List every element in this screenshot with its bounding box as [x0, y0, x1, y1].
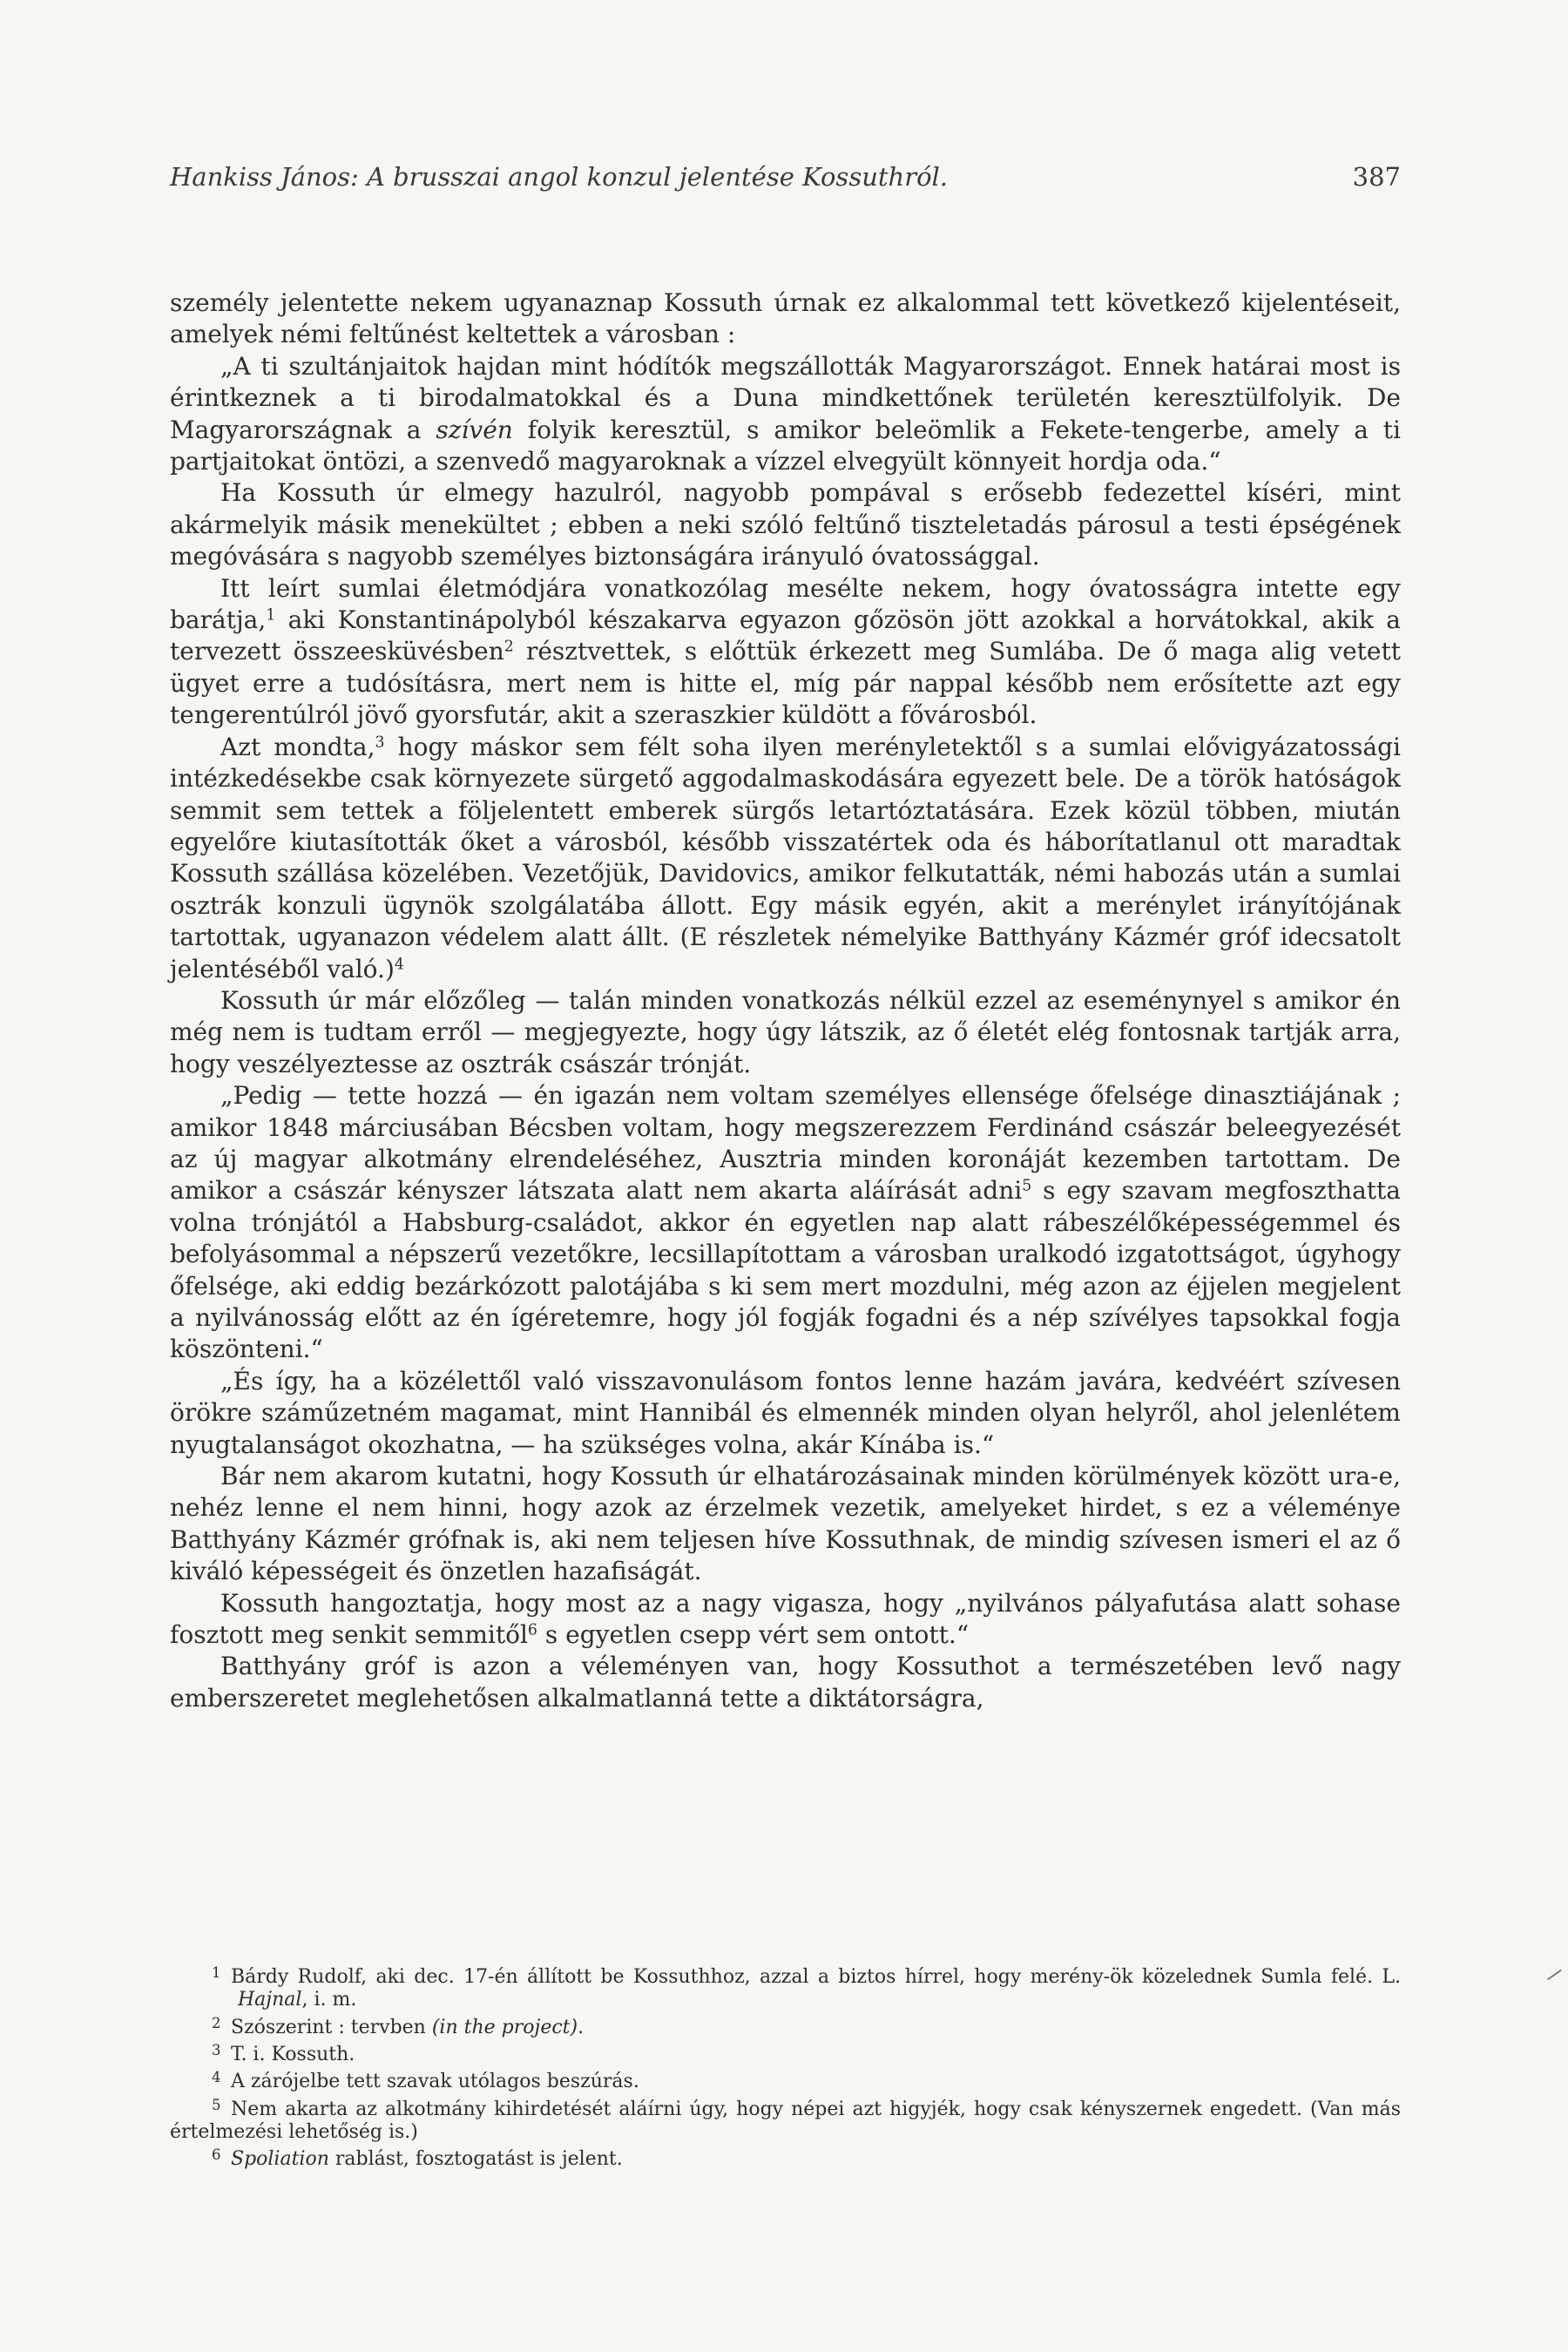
text-run: „Pedig — tette hozzá — én igazán nem voltam személyes ellensége őfelsége dinasztiájának ; amikor 1848 márciusában Bécsben voltam, hogy megszerezzem Ferdinánd császár beleegyezését az új magyar alkotmány elrendeléséhez, Ausztria minden koronáját kezemben tartottam. De amikor a császár kényszer látszata alatt nem akarta aláírását adni: [170, 1081, 1401, 1206]
paragraph: [170, 573, 1401, 732]
footnote: [170, 2144, 1401, 2171]
text-run: Batthyány gróf is azon a véleményen van, hogy Kossuthot a természetében levő nagy emberszeretet meglehetősen alkalmatlanná tette a diktátorságra,: [170, 1652, 1401, 1713]
footnote: [170, 2039, 1401, 2066]
footnote: [170, 1962, 1401, 2012]
text-run: s egyetlen csepp vért sem ontott.“: [537, 1620, 970, 1650]
italic-text: Hajnal: [238, 1989, 302, 2011]
paragraph: [170, 1588, 1401, 1652]
text-run: Kossuth úr már előzőleg — talán minden vonatkozás nélkül ezzel az eseménynyel s amikor én még nem is tudtam erről — megjegyezte, hogy úgy látszik, az ő életét elég fontosnak tartják arra, hogy veszélyeztesse az osztrák császár trónját.: [170, 985, 1401, 1078]
footnote-reference: 6: [527, 1621, 537, 1639]
text-run: s egy szavam megfoszthatta volna trónjától a Habsburg-családot, akkor én egyetlen nap alatt rábeszélőképességemmel és befolyásommal a népszerű vezetőkre, lecsillapítottam a városban uralkodó izgatottságot, úgyhogy őfelsége, aki eddig bezárkózott palotájába s ki sem mert mozdulni, még azon az éjjelen megjelent a nyilvánosság előtt az én ígéretemre, hogy jól fogják fogadni és a nép szívélyes tapsokkal fogja köszönteni.“: [170, 1176, 1401, 1364]
footnote-number: 1: [212, 1964, 221, 1981]
text-run: rablást, fosztogatást is jelent.: [328, 2148, 623, 2171]
footnote-reference: 1: [266, 606, 276, 625]
footnote-reference: 4: [394, 955, 404, 973]
text-run: Kossuth hangoztatja, hogy most az a nagy vigasza, hogy „nyilvános pályafutása alatt sohase fosztott meg senkit semmitől: [170, 1588, 1401, 1650]
text-run: Azt mondta,: [220, 732, 375, 761]
text-run: résztvettek, s előttük érkezett meg Sumlába. De ő maga alig vetett ügyet erre a tudósításra, mert nem is hitte el, míg pár nappal később nem erősítette azt egy tengerentúlról jövő gyorsfutár, akit a szeraszkier küldött a fővárosból.: [170, 637, 1401, 730]
italic-text: Spoliation: [231, 2148, 329, 2171]
footnote-number: 4: [212, 2069, 221, 2086]
italic-text: szívén: [436, 415, 513, 444]
text-run: , i. m.: [301, 1989, 357, 2011]
running-header: [170, 159, 1401, 194]
text-run: Szószerint : tervben: [231, 2016, 432, 2038]
margin-mark-icon: [1546, 1970, 1568, 1991]
footnote-reference: 5: [1022, 1177, 1032, 1195]
footnote: [170, 2094, 1401, 2145]
text-run: Ha Kossuth úr elmegy hazulról, nagyobb pompával s erősebb fedezettel kíséri, mint akármelyik másik menekültet ; ebben a neki szóló feltűnő tiszteletadás párosul a testi épségének megóvására s nagyobb személyes biztonságára irányuló óvatossággal.: [170, 478, 1401, 571]
footnote-number: 2: [212, 2014, 221, 2031]
footnote-number: 6: [212, 2146, 221, 2164]
text-run: .: [578, 2016, 585, 2038]
text-run: Bár nem akarom kutatni, hogy Kossuth úr elhatározásainak minden körülmények között ura-e, nehéz lenne el nem hinni, hogy azok az érzelmek vezetik, amelyeket hirdet, s ez a véleménye Batthyány Kázmér grófnak is, aki nem teljesen híve Kossuthnak, de mindig szívesen ismeri el az ő kiváló képességeit és önzetlen hazafiságát.: [170, 1462, 1401, 1586]
footnote-number: 5: [212, 2096, 221, 2113]
paragraph: [170, 1080, 1401, 1366]
italic-text: (in the project): [431, 2016, 578, 2038]
paragraph: [170, 351, 1401, 478]
text-run: aki Konstantinápolyból készakarva egyazon gőzösön jött azokkal a horvátokkal, akik a tervezett összeesküvésben: [170, 605, 1401, 666]
paragraph: [170, 1461, 1401, 1588]
text-run: T. i. Kossuth.: [231, 2043, 355, 2065]
text-run: Bárdy Rudolf, aki dec. 17-én állított be Kossuthhoz, azzal a biztos hírrel, hogy merény-ök közelednek Sumla felé. L.: [231, 1965, 1401, 1988]
footnotes: [170, 1962, 1401, 2172]
header-title: Hankiss János: A brusszai angol konzul jelentése Kossuthról.: [170, 162, 949, 192]
article-body: [170, 287, 1401, 1714]
footnote: [170, 2066, 1401, 2093]
text-run: „És így, ha a közélettől való visszavonulásom fontos lenne hazám javára, kedvéért szívesen örökre száműzetném magamat, mint Hannibál és elmennék minden olyan helyről, ahol jelenlétem nyugtalanságot okozhatna, — ha szükséges volna, akár Kínába is.“: [170, 1366, 1401, 1459]
text-run: folyik keresztül, s amikor beleömlik a Fekete-tengerbe, amely a ti partjaitokat öntözi, a szenvedő magyaroknak a vízzel elvegyült könnyeit hordja oda.“: [170, 415, 1401, 476]
paragraph: [170, 287, 1401, 351]
text-run: hogy máskor sem félt soha ilyen merényletektől s a sumlai elővigyázatossági intézkedésekbe csak környezete sürgető aggodalmaskodására egyezett bele. De a török hatóságok semmit sem tettek a följelentett emberek sürgős letartóztatására. Ezek közül többen, miután egyelőre kiutasították őket a városból, később visszatértek oda és háborítatlanul ott maradtak Kossuth szállása közelében. Vezetőjük, Davidovics, amikor felkutatták, némi habozás után a sumlai osztrák konzuli ügynök szolgálatába állott. Egy másik egyén, akit a merénylet irányítójának tartottak, ugyanazon védelem alatt állt. (E részletek némelyike Batthyány Kázmér gróf idecsatolt jelentéséből való.): [170, 732, 1401, 983]
text-run: „A ti szultánjaitok hajdan mint hódítók megszállották Magyarországot. Ennek határai most is érintkeznek a ti birodalmatokkal és a Duna mindkettőnek területén keresztülfolyik. De Magyarországnak a: [170, 351, 1401, 444]
footnote: [170, 2012, 1401, 2039]
footnote-reference: 2: [504, 638, 514, 656]
paragraph: [170, 1651, 1401, 1714]
text-run: Nem akarta az alkotmány kihirdetését aláírni úgy, hogy népei azt higyjék, hogy csak kényszernek engedett. (Van más értelmezési lehetőség is.): [170, 2098, 1401, 2143]
text-run: A zárójelbe tett szavak utólagos beszúrás.: [231, 2071, 639, 2093]
text-run: személy jelentette nekem ugyanaznap Kossuth úrnak ez alkalommal tett következő kijelentéseit, amelyek némi feltűnést keltettek a városban :: [170, 288, 1401, 349]
paragraph: [170, 732, 1401, 985]
paragraph: [170, 1366, 1401, 1461]
footnote-reference: 3: [375, 733, 385, 752]
footnote-number: 3: [212, 2042, 221, 2059]
text-run: Itt leírt sumlai életmódjára vonatkozólag mesélte nekem, hogy óvatosságra intette egy barátja,: [170, 573, 1401, 635]
paragraph: [170, 477, 1401, 572]
paragraph: [170, 985, 1401, 1080]
page-number: 387: [1352, 162, 1401, 192]
